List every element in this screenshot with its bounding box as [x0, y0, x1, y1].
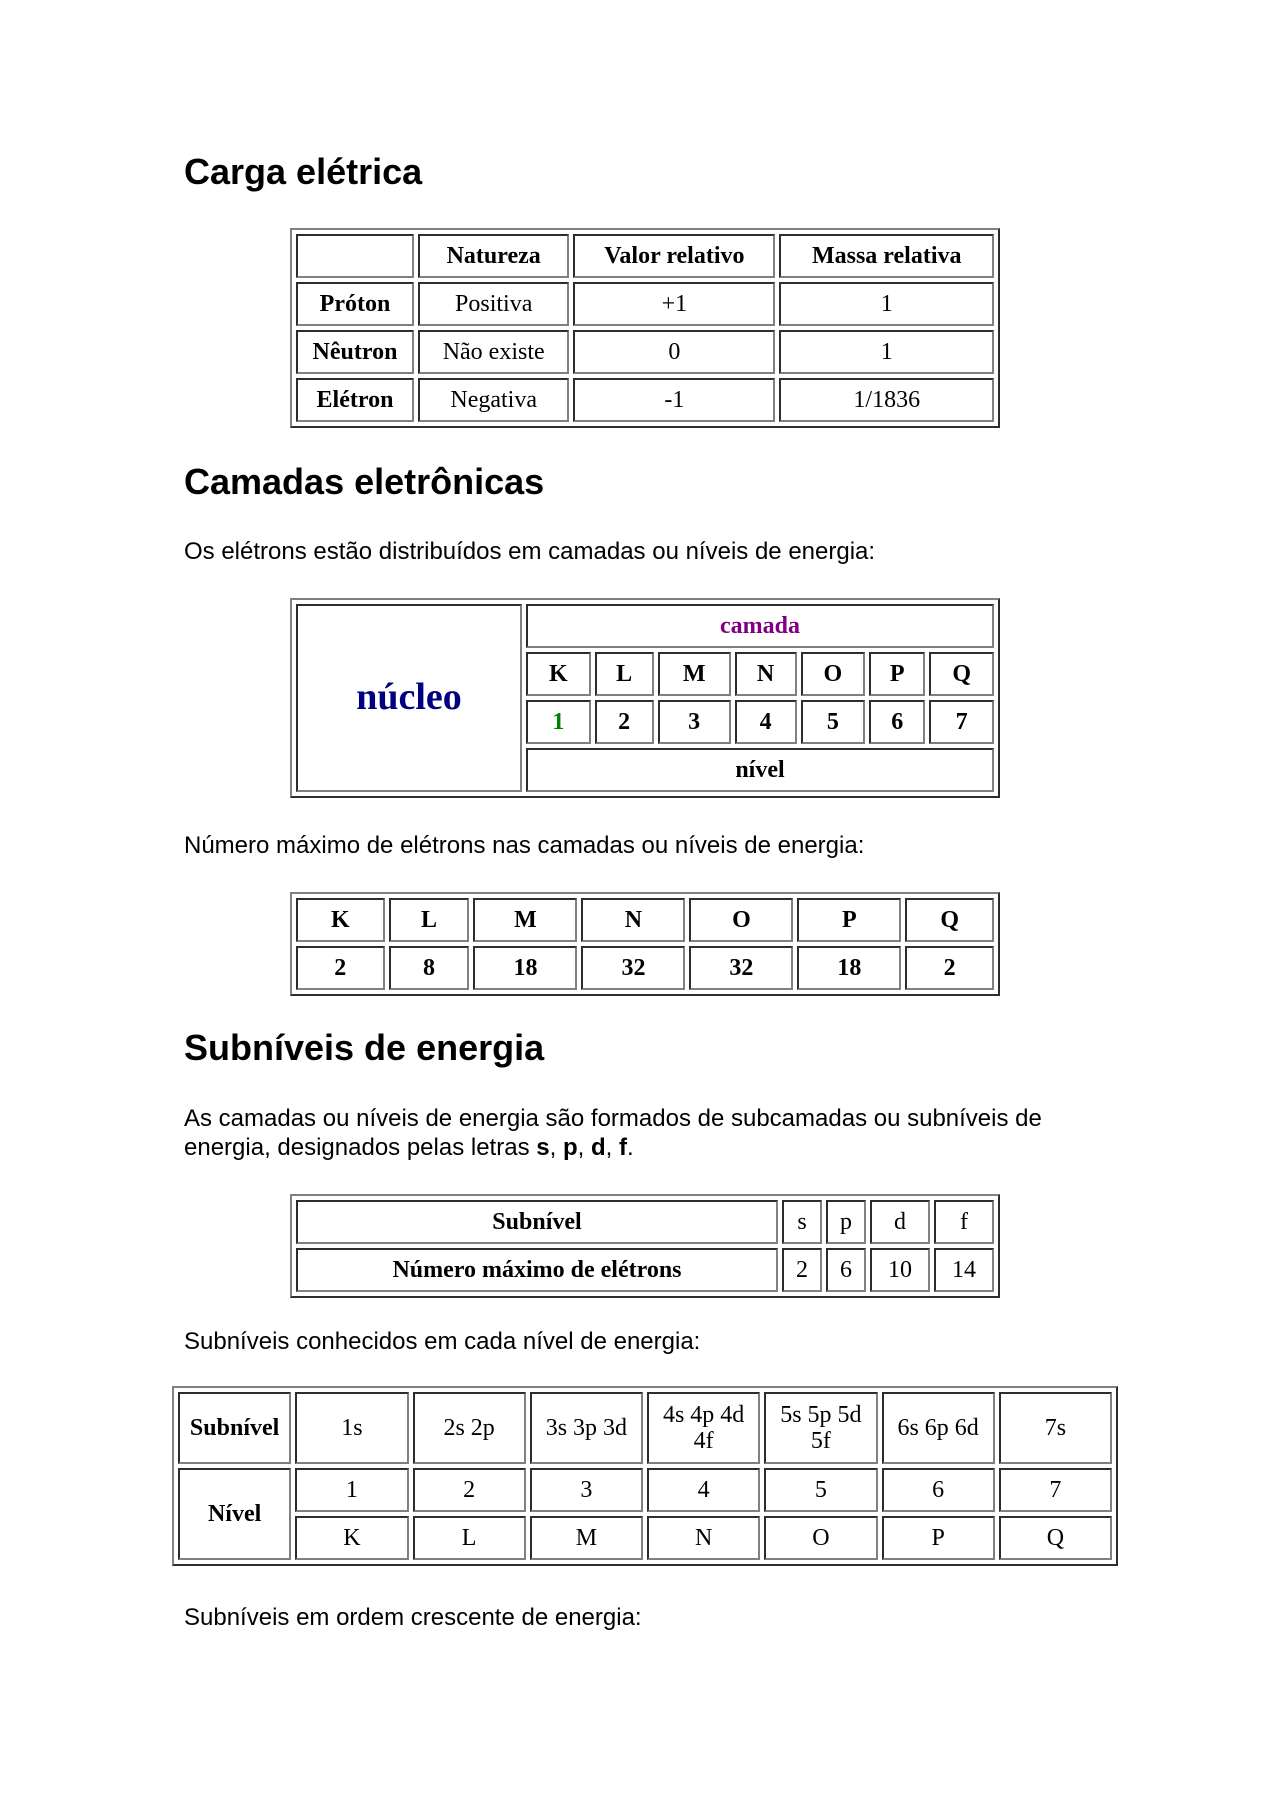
- layer-cell: M: [530, 1516, 643, 1560]
- table-row: [296, 1200, 994, 1244]
- layers-table: [290, 598, 1000, 798]
- charge-table: [290, 228, 1000, 428]
- particle-name: Próton: [296, 282, 414, 326]
- letter-d: d: [590, 1133, 606, 1161]
- subnivel-cell: 7s: [999, 1392, 1112, 1464]
- subnivel-cell: 4s 4p 4d 4f: [647, 1392, 760, 1464]
- nivel-label: nível: [526, 748, 994, 792]
- table-row: [296, 282, 994, 326]
- layer-cell: Q: [905, 898, 994, 942]
- max-value-cell: 18: [473, 946, 577, 990]
- layer-cell: L: [595, 652, 654, 696]
- known-subniveis-table: [172, 1386, 1118, 1566]
- subnivel-cell: 6s 6p 6d: [882, 1392, 995, 1464]
- layer-cell: O: [764, 1516, 877, 1560]
- layer-cell: Q: [929, 652, 994, 696]
- natureza-cell: Positiva: [418, 282, 569, 326]
- max-electrons-intro: Número máximo de elétrons nas camadas ou níveis de energia:: [184, 832, 865, 859]
- known-subniveis-intro: Subníveis conhecidos em cada nível de energia:: [184, 1328, 701, 1355]
- separator: ,: [605, 1133, 619, 1161]
- subnivel-cell: 2s 2p: [413, 1392, 526, 1464]
- subnivel-max-table: [290, 1194, 1000, 1298]
- letter-f: f: [618, 1133, 627, 1161]
- layer-cell: K: [526, 652, 591, 696]
- header-natureza: Natureza: [418, 234, 569, 278]
- level-cell: 5: [764, 1468, 877, 1512]
- subnivel-cell: 3s 3p 3d: [530, 1392, 643, 1464]
- max-cell: 2: [782, 1248, 822, 1292]
- natureza-cell: Não existe: [418, 330, 569, 374]
- layer-cell: L: [389, 898, 470, 942]
- level-cell: 1: [526, 700, 591, 744]
- layer-cell: N: [581, 898, 685, 942]
- layer-cell: K: [296, 898, 385, 942]
- subnivel-cell: p: [826, 1200, 866, 1244]
- max-cell: 6: [826, 1248, 866, 1292]
- section-title-camadas: Camadas eletrônicas: [184, 461, 545, 502]
- max-cell: 14: [934, 1248, 994, 1292]
- header-massa: Massa relativa: [779, 234, 994, 278]
- subnivel-cell: f: [934, 1200, 994, 1244]
- subniveis-intro: [184, 1105, 1104, 1163]
- max-value-cell: 32: [581, 946, 685, 990]
- max-value-cell: 2: [905, 946, 994, 990]
- layer-cell: P: [882, 1516, 995, 1560]
- subnivel-cell: s: [782, 1200, 822, 1244]
- max-cell: 10: [870, 1248, 930, 1292]
- header-valor: Valor relativo: [573, 234, 775, 278]
- max-value-cell: 2: [296, 946, 385, 990]
- layer-cell: M: [658, 652, 731, 696]
- level-cell: 1: [295, 1468, 408, 1512]
- layer-cell: P: [797, 898, 901, 942]
- separator: ,: [577, 1133, 591, 1161]
- max-value-cell: 8: [389, 946, 470, 990]
- camada-label: camada: [526, 604, 994, 648]
- table-row: [296, 946, 994, 990]
- table-row: [178, 1516, 1112, 1560]
- level-cell: 2: [595, 700, 654, 744]
- section-title-carga: Carga elétrica: [184, 151, 423, 192]
- level-cell: 3: [530, 1468, 643, 1512]
- subnivel-cell: d: [870, 1200, 930, 1244]
- layer-cell: O: [801, 652, 866, 696]
- layer-cell: Q: [999, 1516, 1112, 1560]
- empty-header-cell: [296, 234, 414, 278]
- max-electrons-table: [290, 892, 1000, 996]
- particle-name: Nêutron: [296, 330, 414, 374]
- separator: ,: [549, 1133, 563, 1161]
- layer-cell: L: [413, 1516, 526, 1560]
- table-row: [178, 1468, 1112, 1512]
- massa-cell: 1/1836: [779, 378, 994, 422]
- level-cell: 4: [735, 700, 797, 744]
- end-period: .: [626, 1133, 634, 1161]
- valor-cell: +1: [573, 282, 775, 326]
- subnivel-cell: 1s: [295, 1392, 408, 1464]
- level-cell: 6: [882, 1468, 995, 1512]
- row-label: Subnível: [178, 1392, 291, 1464]
- table-row: [296, 604, 994, 648]
- order-intro: Subníveis em ordem crescente de energia:: [184, 1604, 642, 1631]
- layer-cell: N: [735, 652, 797, 696]
- row-label: Subnível: [296, 1200, 778, 1244]
- row-label: Número máximo de elétrons: [296, 1248, 778, 1292]
- massa-cell: 1: [779, 330, 994, 374]
- level-cell: 3: [658, 700, 731, 744]
- table-row: [296, 378, 994, 422]
- layer-cell: P: [869, 652, 925, 696]
- layer-cell: M: [473, 898, 577, 942]
- letter-s: s: [536, 1133, 550, 1161]
- layer-cell: O: [689, 898, 793, 942]
- table-row: [296, 1248, 994, 1292]
- layer-cell: K: [295, 1516, 408, 1560]
- level-cell: 7: [929, 700, 994, 744]
- massa-cell: 1: [779, 282, 994, 326]
- natureza-cell: Negativa: [418, 378, 569, 422]
- level-cell: 4: [647, 1468, 760, 1512]
- particle-name: Elétron: [296, 378, 414, 422]
- subnivel-cell: 5s 5p 5d 5f: [764, 1392, 877, 1464]
- letter-p: p: [562, 1133, 578, 1161]
- valor-cell: -1: [573, 378, 775, 422]
- table-row: [296, 898, 994, 942]
- row-label: Nível: [178, 1468, 291, 1560]
- table-row: [296, 330, 994, 374]
- max-value-cell: 18: [797, 946, 901, 990]
- intro-text: As camadas ou níveis de energia são formados de subcamadas ou subníveis de energia, designados pelas letras: [184, 1105, 1042, 1161]
- table-header-row: [296, 234, 994, 278]
- max-value-cell: 32: [689, 946, 793, 990]
- level-cell: 6: [869, 700, 925, 744]
- level-cell: 2: [413, 1468, 526, 1512]
- table-row: [178, 1392, 1112, 1464]
- nucleus-cell: núcleo: [296, 604, 522, 792]
- level-cell: 7: [999, 1468, 1112, 1512]
- layer-cell: N: [647, 1516, 760, 1560]
- level-cell: 5: [801, 700, 866, 744]
- camadas-intro: Os elétrons estão distribuídos em camadas ou níveis de energia:: [184, 538, 876, 565]
- section-title-subniveis: Subníveis de energia: [184, 1027, 545, 1068]
- valor-cell: 0: [573, 330, 775, 374]
